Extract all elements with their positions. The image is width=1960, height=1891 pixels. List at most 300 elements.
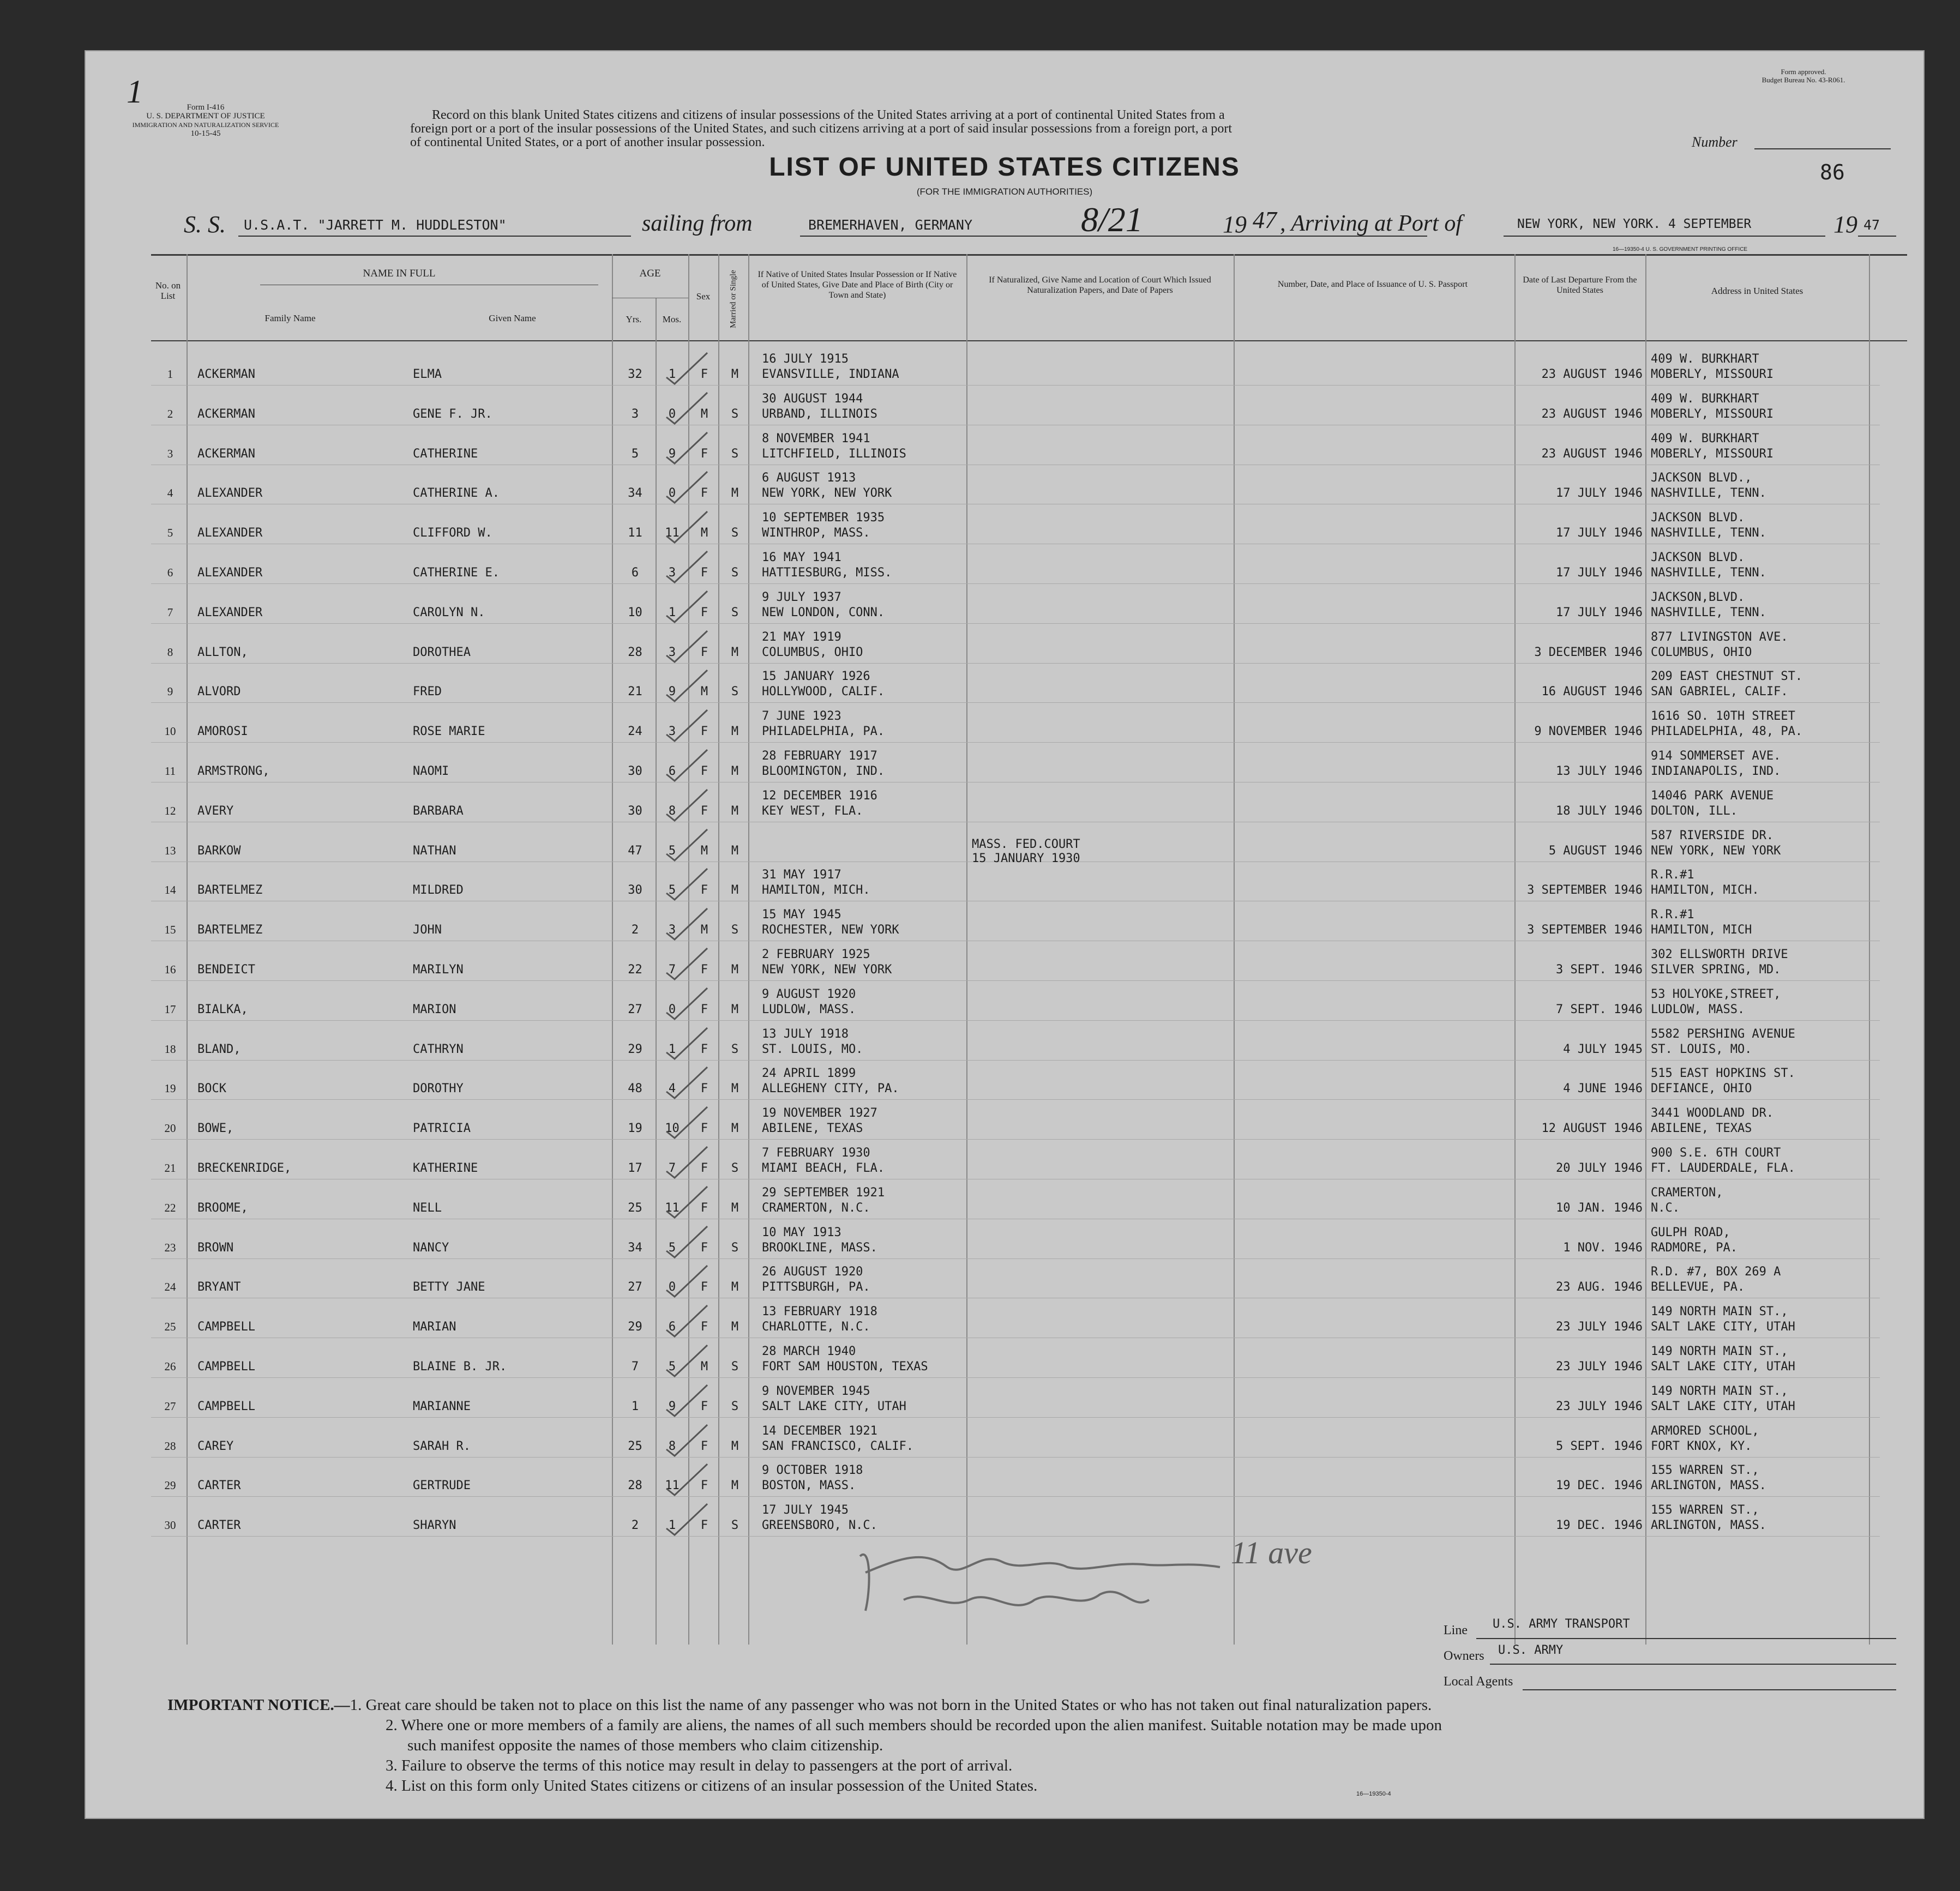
table-row bbox=[86, 1021, 1923, 1061]
departure-date: 19 DEC. 1946 bbox=[1556, 1479, 1643, 1492]
age-months: 8 bbox=[668, 1440, 676, 1453]
age-months: 0 bbox=[668, 1280, 676, 1294]
row-number: 7 bbox=[167, 606, 173, 619]
form-id: Form I-416 bbox=[187, 103, 225, 112]
age-years: 30 bbox=[628, 804, 642, 818]
age-years: 5 bbox=[631, 447, 639, 461]
notice-4: 4. List on this form only United States citizens or citizens of an insular possession of the United States. bbox=[386, 1777, 1038, 1794]
address-city: SALT LAKE CITY, UTAH bbox=[1651, 1400, 1795, 1413]
row-number: 19 bbox=[164, 1082, 176, 1095]
departure-date: 10 JAN. 1946 bbox=[1556, 1201, 1643, 1215]
sex: F bbox=[700, 646, 708, 659]
header-departure: Date of Last Departure From the United States bbox=[1523, 275, 1637, 295]
address-street: GULPH ROAD, bbox=[1651, 1226, 1730, 1239]
sex: F bbox=[700, 1241, 708, 1255]
birth-place: EVANSVILLE, INDIANA bbox=[762, 368, 899, 381]
instruction-line: of continental United States, or a port of another insular possession. bbox=[410, 135, 765, 149]
departure-date: 17 JULY 1946 bbox=[1556, 606, 1643, 619]
address-city: NEW YORK, NEW YORK bbox=[1651, 844, 1781, 858]
birth-place: HATTIESBURG, MISS. bbox=[762, 566, 892, 580]
given-name: BARBARA bbox=[413, 804, 464, 818]
given-name: CATHERINE A. bbox=[413, 486, 500, 500]
table-row bbox=[86, 1338, 1923, 1378]
sex: M bbox=[700, 526, 708, 540]
age-months: 5 bbox=[668, 844, 676, 858]
header-married: Married or Single bbox=[729, 270, 738, 328]
departure-date: 23 AUGUST 1946 bbox=[1541, 407, 1643, 421]
birth-place: ST. LOUIS, MO. bbox=[762, 1043, 863, 1056]
given-name: DOROTHEA bbox=[413, 646, 471, 659]
address-street: R.D. #7, BOX 269 A bbox=[1651, 1265, 1781, 1279]
birth-date: 24 APRIL 1899 bbox=[762, 1067, 856, 1080]
sex: F bbox=[700, 606, 708, 619]
departure-date: 18 JULY 1946 bbox=[1556, 804, 1643, 818]
marital-status: S bbox=[731, 1161, 739, 1175]
birth-date: 30 AUGUST 1944 bbox=[762, 392, 863, 406]
ss-label: S. S. bbox=[184, 211, 226, 238]
age-months: 8 bbox=[668, 804, 676, 818]
given-name: ELMA bbox=[413, 368, 442, 381]
age-months: 3 bbox=[668, 923, 676, 937]
family-name: ALEXANDER bbox=[197, 606, 263, 619]
year-underline bbox=[1858, 236, 1896, 237]
sailing-label: sailing from bbox=[642, 211, 753, 236]
given-name: SHARYN bbox=[413, 1519, 456, 1532]
agents-underline bbox=[1523, 1689, 1896, 1690]
departure-date: 19 DEC. 1946 bbox=[1556, 1519, 1643, 1532]
birth-date: 10 SEPTEMBER 1935 bbox=[762, 511, 885, 525]
table-row bbox=[86, 941, 1923, 981]
age-months: 1 bbox=[668, 1519, 676, 1532]
instruction-line: Record on this blank United States citizens and citizens of insular possessions of the United States arriving at a port of continental United States from a bbox=[432, 108, 1225, 122]
marital-status: M bbox=[731, 1440, 739, 1453]
page-subtitle: (FOR THE IMMIGRATION AUTHORITIES) bbox=[916, 186, 1093, 197]
address-street: 3441 WOODLAND DR. bbox=[1651, 1106, 1774, 1120]
header-sex: Sex bbox=[696, 291, 711, 302]
family-name: CAMPBELL bbox=[197, 1360, 255, 1374]
age-years: 21 bbox=[628, 685, 642, 698]
departure-date: 23 JULY 1946 bbox=[1556, 1360, 1643, 1374]
birth-place: NEW YORK, NEW YORK bbox=[762, 486, 892, 500]
departure-date: 1 NOV. 1946 bbox=[1563, 1241, 1643, 1255]
address-street: 149 NORTH MAIN ST., bbox=[1651, 1384, 1788, 1398]
row-number: 11 bbox=[164, 764, 176, 778]
corner-mark: 1 bbox=[127, 74, 143, 110]
sailing-from: BREMERHAVEN, GERMANY bbox=[808, 217, 973, 233]
sex: M bbox=[700, 844, 708, 858]
birth-place: SAN FRANCISCO, CALIF. bbox=[762, 1440, 914, 1453]
naturalization-court: MASS. FED.COURT bbox=[972, 838, 1080, 851]
departure-date: 12 AUGUST 1946 bbox=[1541, 1122, 1643, 1135]
departure-date: 4 JULY 1945 bbox=[1563, 1043, 1643, 1056]
row-number: 16 bbox=[164, 963, 176, 976]
table-top-rule bbox=[151, 254, 1907, 256]
family-name: ACKERMAN bbox=[197, 368, 255, 381]
address-city: ARLINGTON, MASS. bbox=[1651, 1479, 1766, 1492]
age-months: 6 bbox=[668, 764, 676, 778]
check-mark bbox=[664, 1064, 713, 1103]
header-yrs: Yrs. bbox=[626, 314, 642, 324]
family-name: BARKOW bbox=[197, 844, 241, 858]
header-bottom-rule bbox=[151, 340, 1907, 341]
notice-2: 2. Where one or more members of a family are aliens, the names of all such members should be recorded upon the alien manifest. Suitable notation may be made upon bbox=[386, 1717, 1442, 1734]
address-street: 409 W. BURKHART bbox=[1651, 352, 1759, 366]
sex: F bbox=[700, 1400, 708, 1413]
check-mark bbox=[664, 628, 713, 666]
birth-place: URBAND, ILLINOIS bbox=[762, 407, 877, 421]
table-row bbox=[86, 1378, 1923, 1418]
marital-status: M bbox=[731, 883, 739, 897]
sex: F bbox=[700, 1479, 708, 1492]
department: U. S. DEPARTMENT OF JUSTICE bbox=[146, 112, 265, 121]
departure-date: 13 JULY 1946 bbox=[1556, 764, 1643, 778]
row-number: 12 bbox=[164, 804, 176, 817]
age-months: 4 bbox=[668, 1082, 676, 1095]
birth-date: 21 MAY 1919 bbox=[762, 630, 841, 644]
age-years: 2 bbox=[631, 923, 639, 937]
family-name: AMOROSI bbox=[197, 725, 248, 738]
address-city: COLUMBUS, OHIO bbox=[1651, 646, 1752, 659]
given-name: CATHRYN bbox=[413, 1043, 464, 1056]
family-name: AVERY bbox=[197, 804, 234, 818]
notice-label: IMPORTANT NOTICE.— bbox=[167, 1696, 350, 1714]
header-no: No. on List bbox=[155, 280, 181, 301]
row-number: 24 bbox=[164, 1280, 176, 1293]
given-name: SARAH R. bbox=[413, 1440, 471, 1453]
sex: F bbox=[700, 566, 708, 580]
departure-date: 4 JUNE 1946 bbox=[1563, 1082, 1643, 1095]
departure-date: 9 NOVEMBER 1946 bbox=[1534, 725, 1643, 738]
address-street: 155 WARREN ST., bbox=[1651, 1503, 1759, 1517]
form-date: 10-15-45 bbox=[190, 129, 221, 138]
birth-date: 16 MAY 1941 bbox=[762, 551, 841, 564]
marital-status: S bbox=[731, 526, 739, 540]
given-name: MARIAN bbox=[413, 1320, 456, 1334]
sex: F bbox=[700, 1201, 708, 1215]
sail-year: 47 bbox=[1253, 207, 1277, 233]
arriving-label: , Arriving at Port of bbox=[1280, 211, 1463, 236]
check-mark bbox=[664, 1422, 713, 1460]
marital-status: M bbox=[731, 1003, 739, 1016]
birth-place: MIAMI BEACH, FLA. bbox=[762, 1161, 885, 1175]
family-name: ARMSTRONG, bbox=[197, 764, 270, 778]
birth-date: 28 MARCH 1940 bbox=[762, 1345, 856, 1358]
birth-date: 29 SEPTEMBER 1921 bbox=[762, 1186, 885, 1200]
birth-place: NEW LONDON, CONN. bbox=[762, 606, 885, 619]
important-notice bbox=[167, 1695, 1913, 1796]
address-city: MOBERLY, MISSOURI bbox=[1651, 447, 1774, 461]
given-name: NELL bbox=[413, 1201, 442, 1215]
row-number: 5 bbox=[167, 526, 173, 539]
address-street: 409 W. BURKHART bbox=[1651, 392, 1759, 406]
birth-place: ROCHESTER, NEW YORK bbox=[762, 923, 899, 937]
age-years: 22 bbox=[628, 963, 642, 977]
marital-status: M bbox=[731, 725, 739, 738]
departure-date: 5 AUGUST 1946 bbox=[1548, 844, 1643, 858]
address-street: 409 W. BURKHART bbox=[1651, 432, 1759, 445]
address-city: FT. LAUDERDALE, FLA. bbox=[1651, 1161, 1795, 1175]
departure-date: 23 AUGUST 1946 bbox=[1541, 447, 1643, 461]
check-mark bbox=[664, 1224, 713, 1262]
line-label: Line bbox=[1444, 1623, 1468, 1637]
sex: F bbox=[700, 963, 708, 977]
given-name: ROSE MARIE bbox=[413, 725, 485, 738]
address-street: R.R.#1 bbox=[1651, 868, 1694, 882]
marital-status: S bbox=[731, 1400, 739, 1413]
marital-status: M bbox=[731, 1479, 739, 1492]
departure-date: 7 SEPT. 1946 bbox=[1556, 1003, 1643, 1016]
given-name: CATHERINE E. bbox=[413, 566, 500, 580]
row-number: 27 bbox=[164, 1400, 176, 1413]
row-number: 8 bbox=[167, 646, 173, 659]
row-number: 26 bbox=[164, 1360, 176, 1373]
address-city: SALT LAKE CITY, UTAH bbox=[1651, 1360, 1795, 1374]
given-name: MARION bbox=[413, 1003, 456, 1016]
handwritten-note: 11 ave bbox=[1231, 1535, 1312, 1570]
address-street: 900 S.E. 6TH COURT bbox=[1651, 1146, 1781, 1160]
age-months: 5 bbox=[668, 883, 676, 897]
age-years: 29 bbox=[628, 1320, 642, 1334]
row-number: 6 bbox=[167, 566, 173, 579]
birth-date: 28 FEBRUARY 1917 bbox=[762, 749, 877, 763]
age-months: 1 bbox=[668, 1043, 676, 1056]
age-months: 11 bbox=[665, 1201, 680, 1215]
birth-date: 14 DECEMBER 1921 bbox=[762, 1424, 877, 1438]
marital-status: S bbox=[731, 407, 739, 421]
table-row bbox=[86, 1457, 1923, 1497]
age-years: 30 bbox=[628, 764, 642, 778]
notice-1: 1. Great care should be taken not to place on this list the name of any passenger who was not born in the United States or who has not taken out final naturalization papers. bbox=[350, 1696, 1432, 1714]
address-city: NASHVILLE, TENN. bbox=[1651, 606, 1766, 619]
birth-place: CRAMERTON, N.C. bbox=[762, 1201, 870, 1215]
address-city: FORT KNOX, KY. bbox=[1651, 1440, 1752, 1453]
address-city: PHILADELPHIA, 48, PA. bbox=[1651, 725, 1803, 738]
check-mark bbox=[664, 350, 713, 388]
marital-status: S bbox=[731, 606, 739, 619]
port-underline bbox=[1504, 236, 1825, 237]
row-number: 3 bbox=[167, 447, 173, 460]
marital-status: M bbox=[731, 646, 739, 659]
check-mark bbox=[664, 1303, 713, 1341]
number-underline bbox=[1754, 148, 1891, 149]
age-years: 25 bbox=[628, 1201, 642, 1215]
address-street: 155 WARREN ST., bbox=[1651, 1464, 1759, 1477]
ship-name: U.S.A.T. "JARRETT M. HUDDLESTON" bbox=[244, 217, 507, 233]
departure-date: 16 AUGUST 1946 bbox=[1541, 685, 1643, 698]
family-name: BRYANT bbox=[197, 1280, 241, 1294]
given-name: CAROLYN N. bbox=[413, 606, 485, 619]
marital-status: M bbox=[731, 1122, 739, 1135]
age-years: 24 bbox=[628, 725, 642, 738]
given-name: KATHERINE bbox=[413, 1161, 478, 1175]
given-name: DOROTHY bbox=[413, 1082, 464, 1095]
age-months: 0 bbox=[668, 1003, 676, 1016]
age-months: 7 bbox=[668, 963, 676, 977]
departure-date: 23 JULY 1946 bbox=[1556, 1400, 1643, 1413]
bottom-code: 16—19350-4 bbox=[1356, 1791, 1391, 1797]
manifest-page bbox=[85, 50, 1925, 1819]
address-street: 1616 SO. 10TH STREET bbox=[1651, 709, 1795, 723]
sex: F bbox=[700, 883, 708, 897]
given-name: FRED bbox=[413, 685, 442, 698]
age-years: 47 bbox=[628, 844, 642, 858]
age-months: 1 bbox=[668, 606, 676, 619]
header-family: Family Name bbox=[264, 313, 316, 323]
family-name: ALLTON, bbox=[197, 646, 248, 659]
voyage-line bbox=[184, 200, 1913, 242]
row-number: 21 bbox=[164, 1161, 176, 1175]
service: IMMIGRATION AND NATURALIZATION SERVICE bbox=[132, 121, 279, 129]
given-name: NAOMI bbox=[413, 764, 449, 778]
age-years: 11 bbox=[628, 526, 642, 540]
printing-office: 16—19350-4 U. S. GOVERNMENT PRINTING OFFICE bbox=[1613, 246, 1748, 252]
instruction-line: foreign port or a port of the insular possessions of the United States, and such citizens arriving at a port of said insular possessions from a foreign port, a port bbox=[410, 122, 1232, 136]
table-row bbox=[86, 663, 1923, 703]
address-street: 302 ELLSWORTH DRIVE bbox=[1651, 948, 1788, 961]
departure-date: 5 SEPT. 1946 bbox=[1556, 1440, 1643, 1453]
family-name: ALEXANDER bbox=[197, 566, 263, 580]
marital-status: S bbox=[731, 1043, 739, 1056]
birth-place: COLUMBUS, OHIO bbox=[762, 646, 863, 659]
age-years: 28 bbox=[628, 1479, 642, 1492]
marital-status: M bbox=[731, 804, 739, 818]
sex: F bbox=[700, 1082, 708, 1095]
table-row bbox=[86, 386, 1923, 425]
notice-2-cont: such manifest opposite the names of those members who claim citizenship. bbox=[407, 1737, 883, 1754]
header-naturalized: If Naturalized, Give Name and Location of Court Which Issued Naturalization Papers, and Date of Papers bbox=[989, 275, 1211, 295]
marital-status: S bbox=[731, 566, 739, 580]
address-street: JACKSON,BLVD. bbox=[1651, 591, 1745, 604]
family-name: CAMPBELL bbox=[197, 1320, 255, 1334]
departure-date: 3 SEPTEMBER 1946 bbox=[1527, 923, 1643, 937]
sex: F bbox=[700, 1161, 708, 1175]
table-row bbox=[86, 901, 1923, 941]
address-street: 209 EAST CHESTNUT ST. bbox=[1651, 670, 1803, 683]
address-city: HAMILTON, MICH. bbox=[1651, 883, 1759, 897]
sex: F bbox=[700, 1043, 708, 1056]
owners-underline bbox=[1490, 1664, 1896, 1665]
check-mark bbox=[664, 1382, 713, 1420]
address-city: INDIANAPOLIS, IND. bbox=[1651, 764, 1781, 778]
address-street: JACKSON BLVD. bbox=[1651, 551, 1745, 564]
marital-status: S bbox=[731, 1519, 739, 1532]
family-name: BOWE, bbox=[197, 1122, 234, 1135]
birth-date: 26 AUGUST 1920 bbox=[762, 1265, 863, 1279]
birth-place: BLOOMINGTON, IND. bbox=[762, 764, 885, 778]
age-months: 3 bbox=[668, 725, 676, 738]
arrive-year: 47 bbox=[1863, 217, 1880, 233]
check-mark bbox=[664, 1342, 713, 1381]
age-months: 6 bbox=[668, 1320, 676, 1334]
address-city: NASHVILLE, TENN. bbox=[1651, 566, 1766, 580]
departure-date: 23 JULY 1946 bbox=[1556, 1320, 1643, 1334]
family-name: BROOME, bbox=[197, 1201, 248, 1215]
family-name: CAMPBELL bbox=[197, 1400, 255, 1413]
departure-date: 3 SEPTEMBER 1946 bbox=[1527, 883, 1643, 897]
header-name-in-full: NAME IN FULL bbox=[363, 268, 436, 279]
table-row bbox=[86, 346, 1923, 386]
check-mark bbox=[664, 430, 713, 468]
age-months: 7 bbox=[668, 1161, 676, 1175]
age-years: 19 bbox=[628, 1122, 642, 1135]
departure-date: 17 JULY 1946 bbox=[1556, 526, 1643, 540]
row-number: 20 bbox=[164, 1122, 176, 1135]
table-row bbox=[86, 584, 1923, 624]
row-number: 23 bbox=[164, 1241, 176, 1254]
age-months: 3 bbox=[668, 566, 676, 580]
table-row bbox=[86, 1258, 1923, 1298]
family-name: BENDEICT bbox=[197, 963, 255, 977]
address-city: SAN GABRIEL, CALIF. bbox=[1651, 685, 1788, 698]
number-value: 86 bbox=[1820, 160, 1845, 184]
age-months: 3 bbox=[668, 646, 676, 659]
sex: F bbox=[700, 1320, 708, 1334]
row-number: 14 bbox=[164, 883, 176, 896]
birth-date: 6 AUGUST 1913 bbox=[762, 471, 856, 485]
sex: F bbox=[700, 1280, 708, 1294]
sex: F bbox=[700, 486, 708, 500]
birth-date: 9 OCTOBER 1918 bbox=[762, 1464, 863, 1477]
birth-date: 31 MAY 1917 bbox=[762, 868, 841, 882]
age-years: 34 bbox=[628, 486, 642, 500]
birth-place: WINTHROP, MASS. bbox=[762, 526, 870, 540]
birth-place: NEW YORK, NEW YORK bbox=[762, 963, 892, 977]
table-row bbox=[86, 822, 1923, 865]
birth-date: 19 NOVEMBER 1927 bbox=[762, 1106, 877, 1120]
header-birth: If Native of United States Insular Possession or If Native of United States, Give Date and Place of Birth (City or Town and State) bbox=[757, 270, 957, 300]
birth-date: 10 MAY 1913 bbox=[762, 1226, 841, 1239]
age-months: 10 bbox=[665, 1122, 680, 1135]
row-number: 4 bbox=[167, 486, 173, 499]
row-number: 28 bbox=[164, 1440, 176, 1453]
given-name: GENE F. JR. bbox=[413, 407, 492, 421]
arrive-year-prefix: 19 bbox=[1833, 211, 1857, 238]
birth-place: FORT SAM HOUSTON, TEXAS bbox=[762, 1360, 928, 1374]
budget-line: Budget Bureau No. 43-R061. bbox=[1761, 76, 1845, 84]
sex: M bbox=[700, 685, 708, 698]
table-row bbox=[86, 465, 1923, 504]
check-mark bbox=[664, 946, 713, 984]
age-years: 25 bbox=[628, 1440, 642, 1453]
age-years: 6 bbox=[631, 566, 639, 580]
birth-place: HAMILTON, MICH. bbox=[762, 883, 870, 897]
table-row bbox=[86, 862, 1923, 901]
given-name: GERTRUDE bbox=[413, 1479, 471, 1492]
check-mark bbox=[664, 1144, 713, 1182]
approval-block bbox=[1722, 68, 1885, 84]
table-row bbox=[86, 1219, 1923, 1259]
check-mark bbox=[664, 390, 713, 428]
row-number: 17 bbox=[164, 1003, 176, 1016]
departure-date: 3 DECEMBER 1946 bbox=[1534, 646, 1643, 659]
table-row bbox=[86, 743, 1923, 782]
age-years: 28 bbox=[628, 646, 642, 659]
age-years: 7 bbox=[631, 1360, 639, 1374]
birth-date: 7 JUNE 1923 bbox=[762, 709, 841, 723]
address-street: 149 NORTH MAIN ST., bbox=[1651, 1305, 1788, 1318]
address-city: SILVER SPRING, MD. bbox=[1651, 963, 1781, 977]
row-number: 10 bbox=[164, 725, 176, 738]
family-name: BIALKA, bbox=[197, 1003, 248, 1016]
departure-date: 17 JULY 1946 bbox=[1556, 486, 1643, 500]
age-months: 0 bbox=[668, 486, 676, 500]
table-row bbox=[86, 1418, 1923, 1458]
address-street: 14046 PARK AVENUE bbox=[1651, 789, 1774, 803]
naturalization-date: 15 JANUARY 1930 bbox=[972, 852, 1080, 865]
birth-place: LUDLOW, MASS. bbox=[762, 1003, 856, 1016]
table-row bbox=[86, 1060, 1923, 1100]
address-city: RADMORE, PA. bbox=[1651, 1241, 1737, 1255]
